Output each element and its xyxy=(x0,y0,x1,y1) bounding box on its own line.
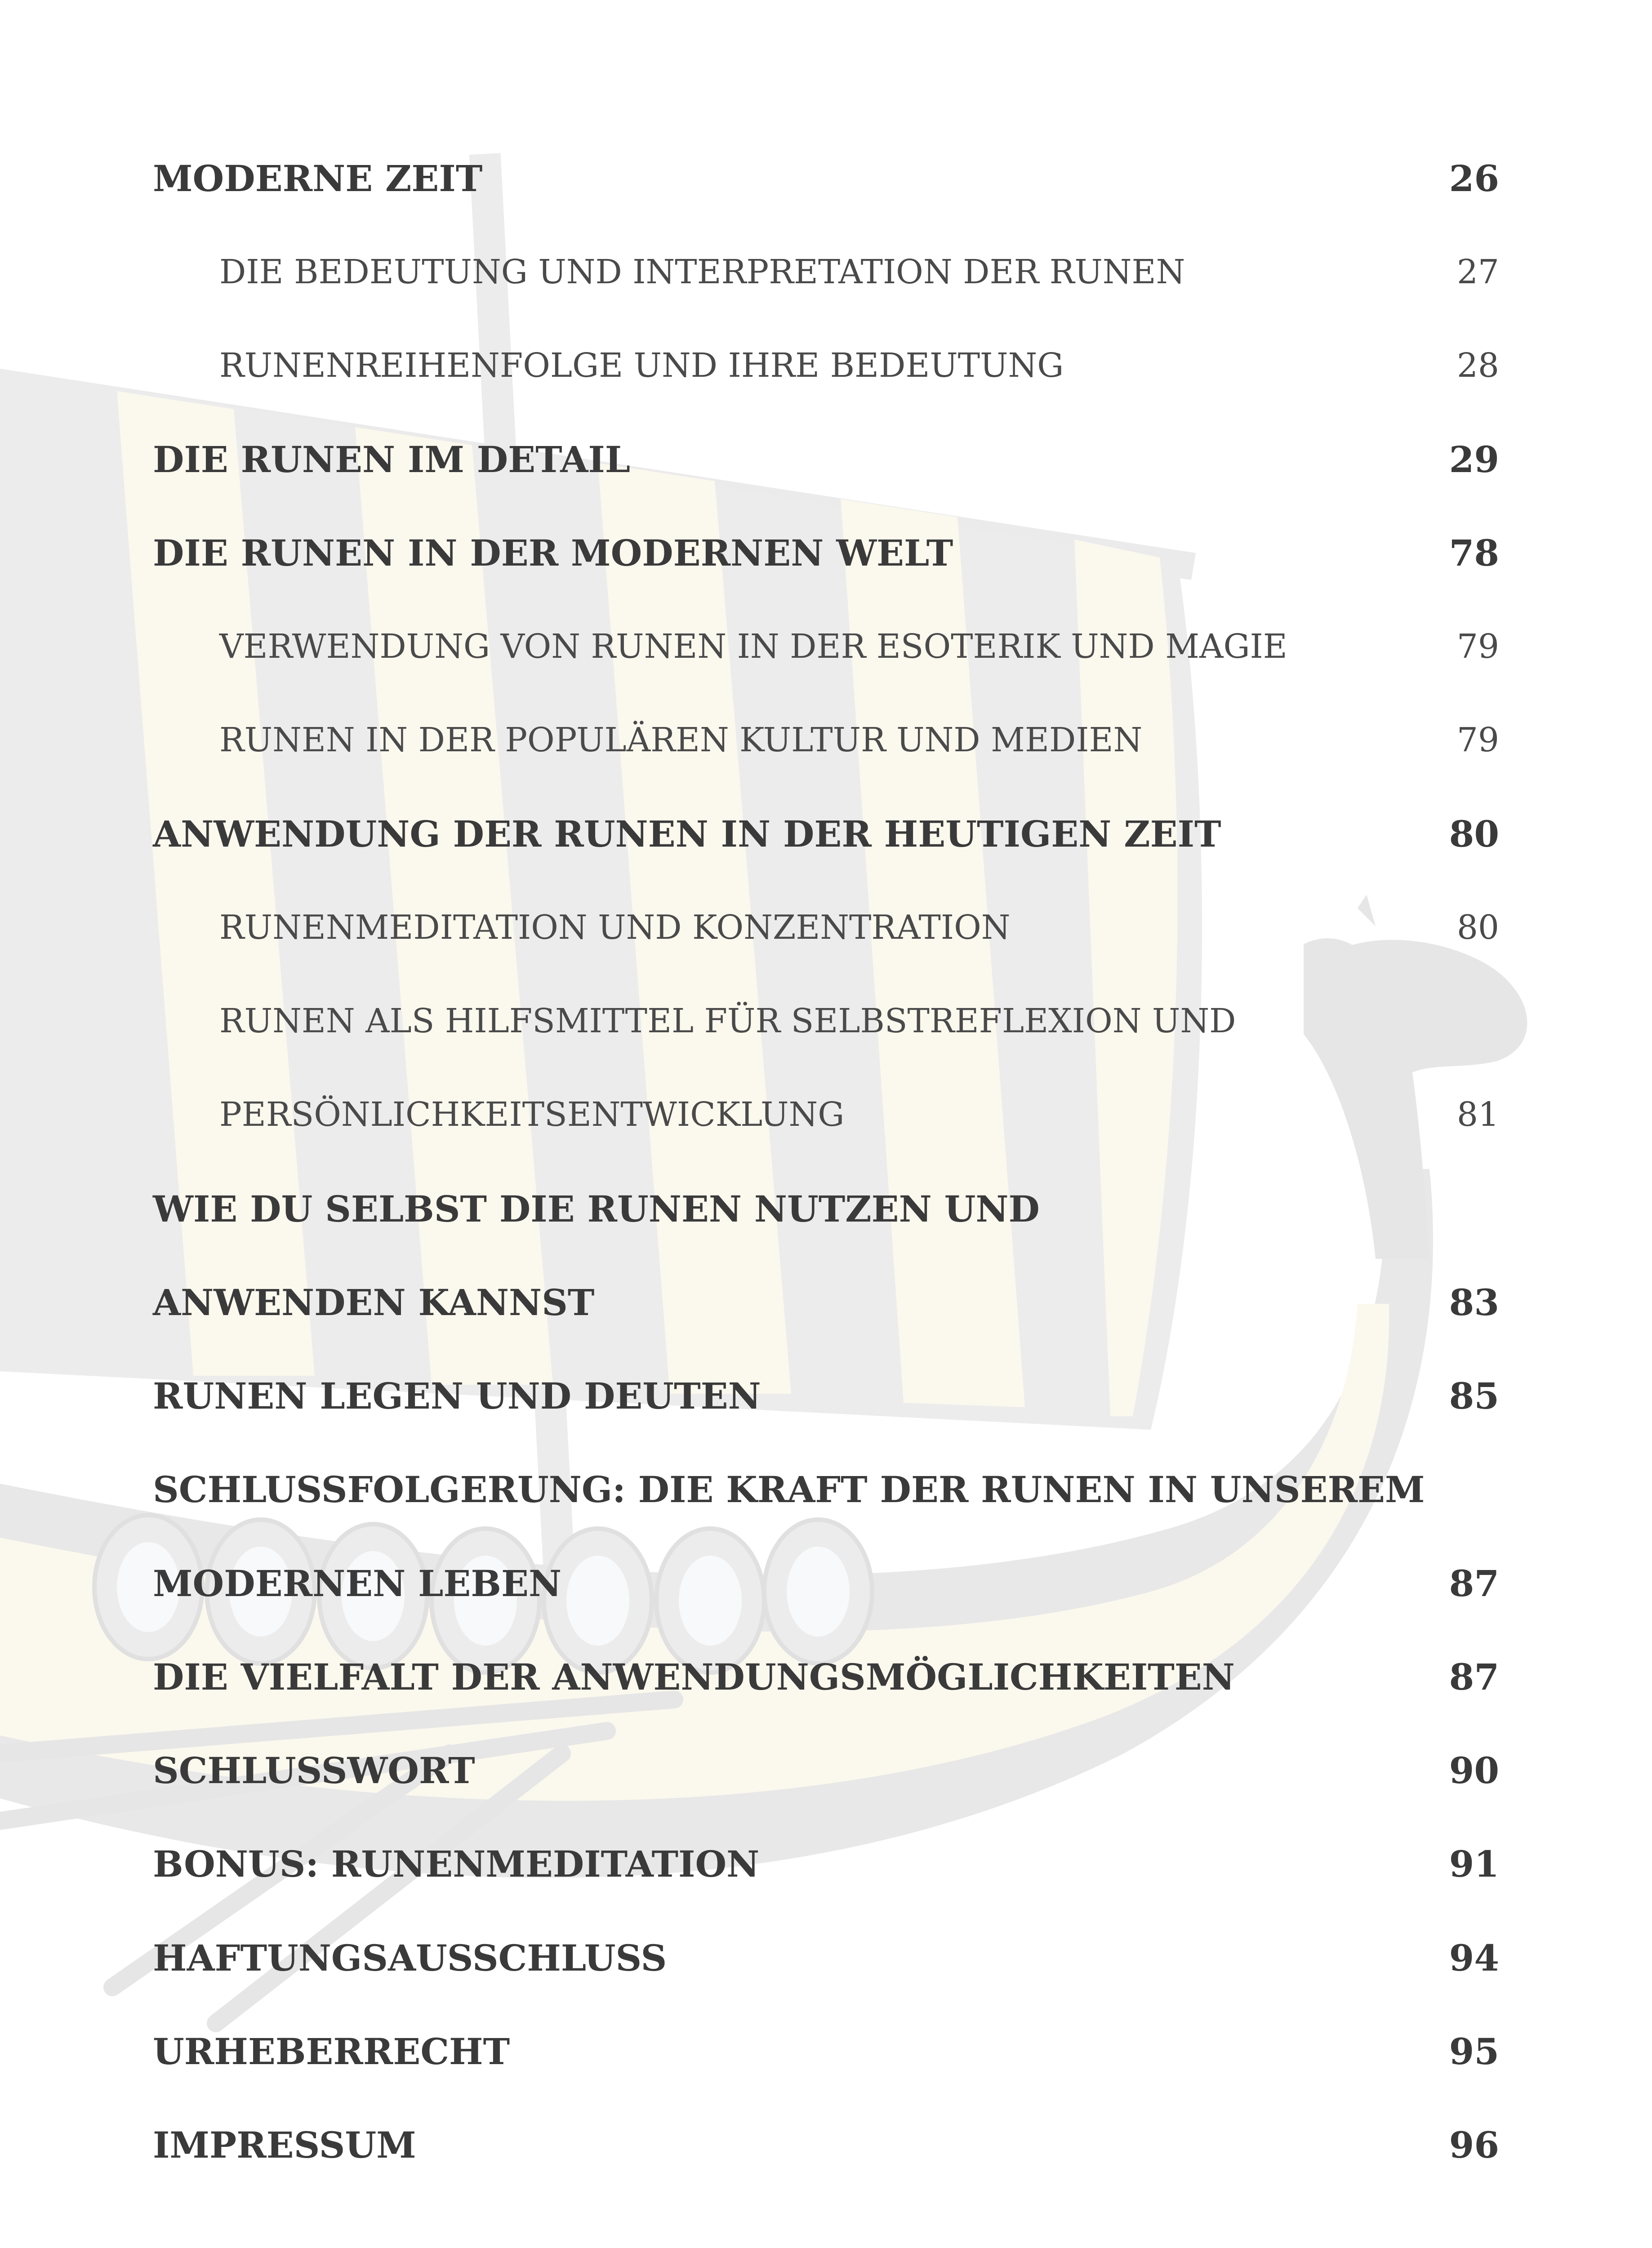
toc-subentry-page: 81 xyxy=(1456,1095,1499,1134)
toc-entry-title: MODERNEN LEBEN xyxy=(153,1562,562,1605)
toc-entry-title: SCHLUSSFOLGERUNG: DIE KRAFT DER RUNEN IN UNSEREM xyxy=(153,1468,1425,1511)
toc-subentry-title: RUNEN IN DER POPULÄREN KULTUR UND MEDIEN xyxy=(219,721,1143,759)
toc-entry-page: 94 xyxy=(1449,1937,1499,1979)
toc-entry-title: URHEBERRECHT xyxy=(153,2030,510,2073)
toc-entry-page: 80 xyxy=(1449,813,1499,855)
toc-subentry-page: 80 xyxy=(1456,908,1499,947)
toc-entry-page: 91 xyxy=(1449,1843,1499,1885)
toc-subentry-title: DIE BEDEUTUNG UND INTERPRETATION DER RUNEN xyxy=(219,253,1185,291)
toc-entry-page: 96 xyxy=(1449,2124,1499,2166)
toc-entry-title: IMPRESSUM xyxy=(153,2124,416,2166)
toc-subentry-page: 79 xyxy=(1456,721,1499,759)
toc-entry-title: DIE RUNEN IN DER MODERNEN WELT xyxy=(153,532,953,574)
toc-subentry-title: RUNENREIHENFOLGE UND IHRE BEDEUTUNG xyxy=(219,346,1064,385)
toc-subentry-page: 27 xyxy=(1456,253,1499,291)
toc-entry-page: 87 xyxy=(1449,1656,1499,1698)
toc-entry-page: 87 xyxy=(1449,1562,1499,1605)
toc-subentry-title: RUNEN ALS HILFSMITTEL FÜR SELBSTREFLEXION UND xyxy=(219,1002,1236,1040)
toc-entry-page: 85 xyxy=(1449,1375,1499,1417)
toc-entry-title: WIE DU SELBST DIE RUNEN NUTZEN UND xyxy=(153,1188,1040,1230)
toc-entry-page: 83 xyxy=(1449,1281,1499,1324)
toc-subentry-title: PERSÖNLICHKEITSENTWICKLUNG xyxy=(219,1095,845,1134)
toc-entry-page: 26 xyxy=(1449,157,1499,200)
toc-entry-title: HAFTUNGSAUSSCHLUSS xyxy=(153,1937,667,1979)
toc-subentry-title: VERWENDUNG VON RUNEN IN DER ESOTERIK UND MAGIE xyxy=(219,627,1287,666)
toc-subentry-page: 79 xyxy=(1456,627,1499,666)
toc-entry-page: 95 xyxy=(1449,2030,1499,2073)
toc-entry-title: DIE VIELFALT DER ANWENDUNGSMÖGLICHKEITEN xyxy=(153,1656,1235,1698)
toc-entry-title: BONUS: RUNENMEDITATION xyxy=(153,1843,760,1885)
toc-subentry-page: 28 xyxy=(1456,346,1499,385)
toc-entry-page: 78 xyxy=(1449,532,1499,574)
toc-entry-page: 29 xyxy=(1449,438,1499,481)
toc-entry-page: 90 xyxy=(1449,1749,1499,1792)
toc-entry-title: SCHLUSSWORT xyxy=(153,1749,475,1792)
toc-entry-title: MODERNE ZEIT xyxy=(153,157,483,200)
toc-subentry-title: RUNENMEDITATION UND KONZENTRATION xyxy=(219,908,1011,947)
toc-entry-title: DIE RUNEN IM DETAIL xyxy=(153,438,631,481)
toc-entry-title: ANWENDEN KANNST xyxy=(153,1281,595,1324)
toc-entry-title: ANWENDUNG DER RUNEN IN DER HEUTIGEN ZEIT xyxy=(153,813,1221,855)
toc-entry-title: RUNEN LEGEN UND DEUTEN xyxy=(153,1375,761,1417)
